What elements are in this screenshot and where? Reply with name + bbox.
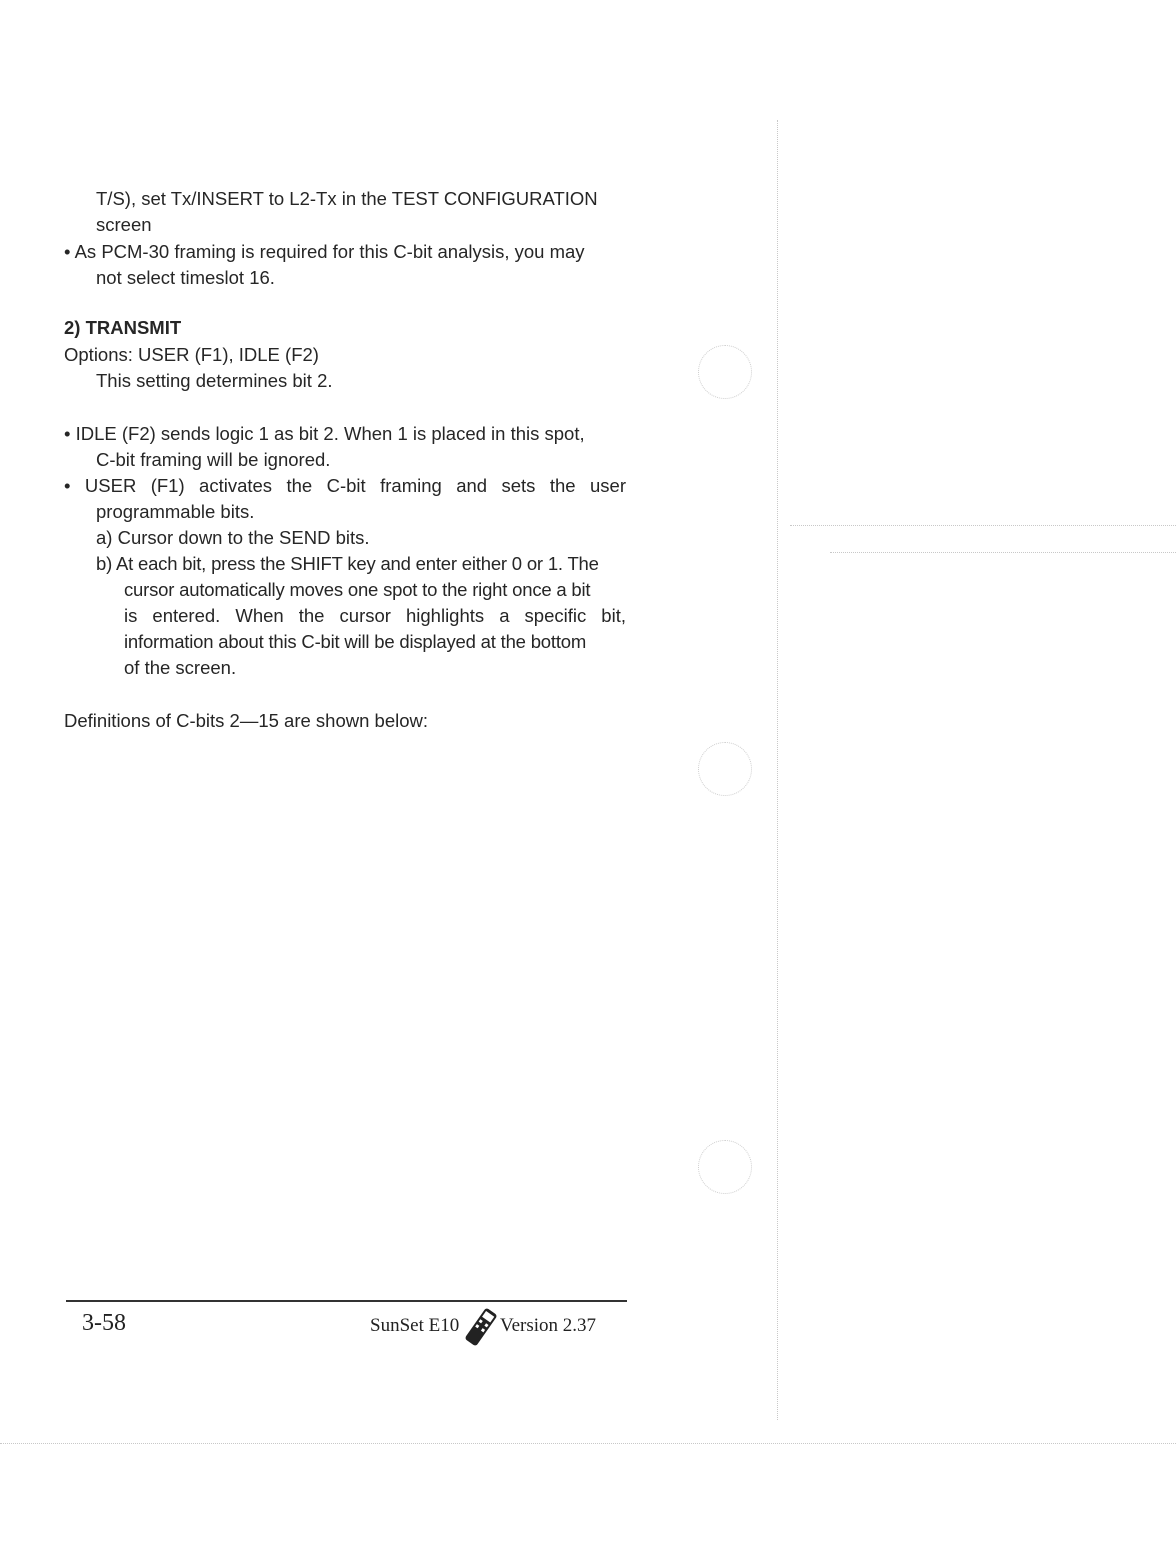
sub-step: b) At each bit, press the SHIFT key and enter either 0 or 1. The — [96, 553, 599, 574]
punch-hole — [698, 345, 752, 399]
scan-dots — [830, 552, 1176, 553]
product-name: SunSet E10 — [370, 1315, 460, 1336]
footer-rule — [66, 1300, 627, 1302]
text-line: screen — [96, 214, 152, 235]
bullet-item: • IDLE (F2) sends logic 1 as bit 2. When 1 is placed in this spot, — [64, 423, 585, 444]
text-line: T/S), set Tx/INSERT to L2-Tx in the TEST CONFIGURATION — [96, 188, 598, 209]
text-line: C-bit framing will be ignored. — [96, 449, 331, 470]
version-label: Version 2.37 — [500, 1315, 597, 1336]
text-line: cursor automatically moves one spot to the right once a bit — [124, 579, 591, 600]
bullet-item: • As PCM-30 framing is required for this C-bit analysis, you may — [64, 241, 585, 262]
handset-logo-icon — [463, 1304, 499, 1350]
punch-hole — [698, 742, 752, 796]
options-line: Options: USER (F1), IDLE (F2) — [64, 344, 319, 365]
bullet-item: • USER (F1) activates the C-bit framing and sets the user — [64, 475, 626, 496]
text-line: not select timeslot 16. — [96, 267, 275, 288]
scan-dots — [790, 525, 1176, 526]
scan-dots — [0, 1443, 1176, 1444]
text-line: is entered. When the cursor highlights a specific bit, — [124, 605, 626, 626]
text-line: This setting determines bit 2. — [96, 370, 333, 391]
margin-guide — [777, 120, 778, 1420]
text-line: programmable bits. — [96, 501, 255, 522]
punch-hole — [698, 1140, 752, 1194]
text-line: information about this C-bit will be displayed at the bottom — [124, 631, 587, 652]
section-heading: 2) TRANSMIT — [64, 317, 182, 338]
page-number: 3-58 — [82, 1310, 126, 1336]
sub-step: a) Cursor down to the SEND bits. — [96, 527, 370, 548]
text-line: of the screen. — [124, 657, 237, 678]
text-line: Definitions of C-bits 2—15 are shown below: — [64, 710, 429, 731]
